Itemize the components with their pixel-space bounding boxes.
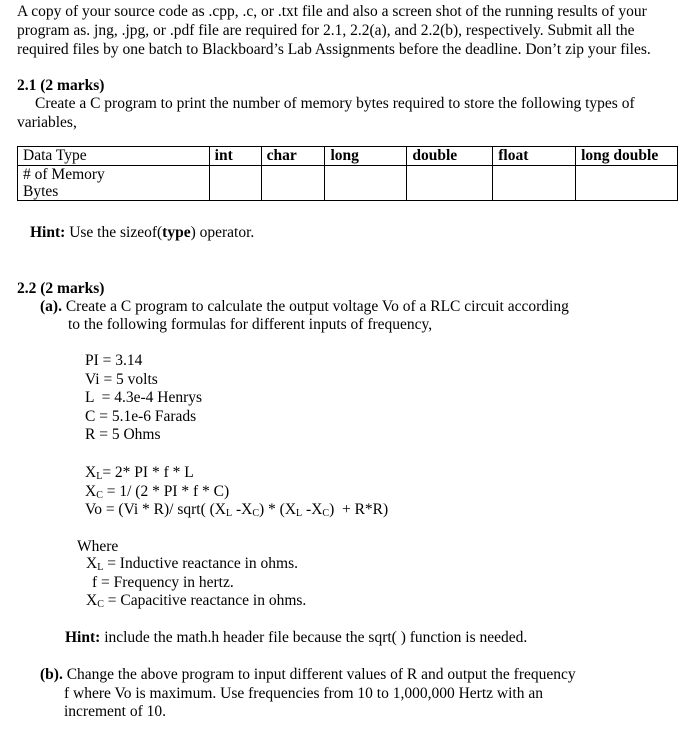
definition-text: = Inductive reactance in ohms.	[103, 555, 298, 572]
section-2-1-desc-line: Create a C program to print the number of memory bytes required to store the following types of	[35, 95, 635, 112]
formula-text: = 2* PI * f * L	[102, 464, 194, 481]
definition-xc	[86, 592, 306, 611]
formula-text: -X	[302, 501, 323, 518]
data-type-table	[17, 146, 678, 201]
type-header-char: char	[261, 147, 325, 166]
hint-math-h	[65, 628, 527, 647]
table-row	[18, 147, 678, 166]
part-b-line: increment of 10.	[64, 703, 167, 720]
part-b-text: Change the above program to input different values of R and output the frequency	[62, 666, 576, 683]
type-header-double: double	[407, 147, 493, 166]
hint-bold-text: type	[162, 224, 191, 241]
definition-subscript: L	[97, 562, 104, 573]
definition-subscript: C	[97, 599, 104, 610]
formula-subscript: L	[96, 471, 103, 482]
formula-subscript: C	[252, 508, 260, 519]
definition-text: X	[86, 555, 98, 572]
formula-xc	[85, 483, 388, 502]
intro-line: A copy of your source code as .cpp, .c, or .txt file and also a screen shot of the running results of your	[17, 3, 647, 20]
constant-line: C = 5.1e-6 Farads	[85, 407, 197, 425]
part-b-line	[40, 666, 576, 685]
constant-line: L = 4.3e-4 Henrys	[85, 389, 203, 406]
bytes-cell-char	[261, 166, 325, 201]
constant-line: R = 5 Ohms	[85, 426, 161, 443]
part-b-label: (b).	[40, 666, 63, 683]
section-2-1-heading: 2.1 (2 marks)	[17, 77, 105, 94]
hint-text: include the math.h header file because the sqrt( ) function is needed.	[100, 629, 528, 646]
formula-vo	[85, 501, 388, 520]
constant-line: Vi = 5 volts	[85, 370, 158, 388]
definition-f: f = Frequency in hertz.	[92, 573, 234, 591]
definition-text: X	[86, 592, 98, 609]
type-header-long: long	[325, 147, 407, 166]
hint-sizeof	[30, 223, 254, 242]
part-a-line	[40, 297, 569, 316]
part-a-text: Create a C program to calculate the output voltage Vo of a RLC circuit according	[61, 298, 569, 315]
formula-text: ) + R*R)	[329, 501, 389, 518]
where-label: Where	[77, 538, 119, 555]
hint-text: ) operator.	[190, 224, 255, 241]
constants-block	[85, 352, 202, 445]
section-2-2-heading: 2.2 (2 marks)	[17, 280, 105, 297]
table-row	[18, 166, 678, 201]
hint-label: Hint:	[30, 224, 66, 241]
bytes-cell-long-double	[576, 166, 678, 201]
formula-subscript: L	[226, 508, 233, 519]
formula-text: = 1/ (2 * PI * f * C)	[102, 482, 230, 500]
part-b-line: f where Vo is maximum. Use frequencies from 10 to 1,000,000 Hertz with an	[64, 684, 543, 702]
intro-paragraph	[17, 2, 682, 59]
bytes-cell-int	[209, 166, 261, 201]
section-2-1-desc-line: variables,	[17, 114, 77, 131]
section-2-1-description	[17, 94, 677, 132]
constant-line: PI = 3.14	[85, 352, 143, 369]
part-a-label: (a).	[40, 298, 62, 315]
formula-text: Vo = (Vi * R)/ sqrt( (X	[85, 501, 226, 518]
formula-subscript: C	[96, 489, 103, 501]
part-b-block	[40, 666, 576, 722]
formula-xl	[85, 464, 388, 483]
formula-text: X	[85, 482, 97, 500]
formulas-block	[85, 464, 388, 520]
part-a-line: to the following formulas for different inputs of frequency,	[68, 316, 433, 333]
bytes-cell-double	[407, 166, 493, 201]
row-label-line: # of Memory	[23, 166, 105, 183]
bytes-cell-float	[493, 166, 576, 201]
definition-xl	[86, 555, 306, 574]
intro-line: required files by one batch to Blackboard’s Lab Assignments before the deadline. Don’t zip your files.	[17, 41, 651, 58]
row-label-memory-bytes	[18, 166, 210, 201]
type-header-float: float	[493, 147, 576, 166]
definitions-block	[86, 555, 306, 611]
hint-label: Hint:	[65, 629, 101, 646]
type-header-int: int	[209, 147, 261, 166]
row-label-line: Bytes	[23, 183, 59, 200]
bytes-cell-long	[325, 166, 407, 201]
row-label-data-type: Data Type	[18, 147, 210, 166]
type-header-long-double: long double	[576, 147, 678, 166]
hint-text: Use the sizeof(	[65, 224, 163, 241]
formula-subscript: L	[296, 508, 303, 519]
formula-text: ) * (X	[259, 501, 297, 518]
intro-line: program as. jng, .jpg, or .pdf file are required for 2.1, 2.2(a), and 2.2(b), respectively. Submit all the	[17, 22, 635, 39]
formula-subscript: C	[322, 508, 330, 519]
definition-text: = Capacitive reactance in ohms.	[103, 592, 307, 609]
formula-text: -X	[232, 501, 253, 518]
formula-text: X	[85, 464, 97, 481]
